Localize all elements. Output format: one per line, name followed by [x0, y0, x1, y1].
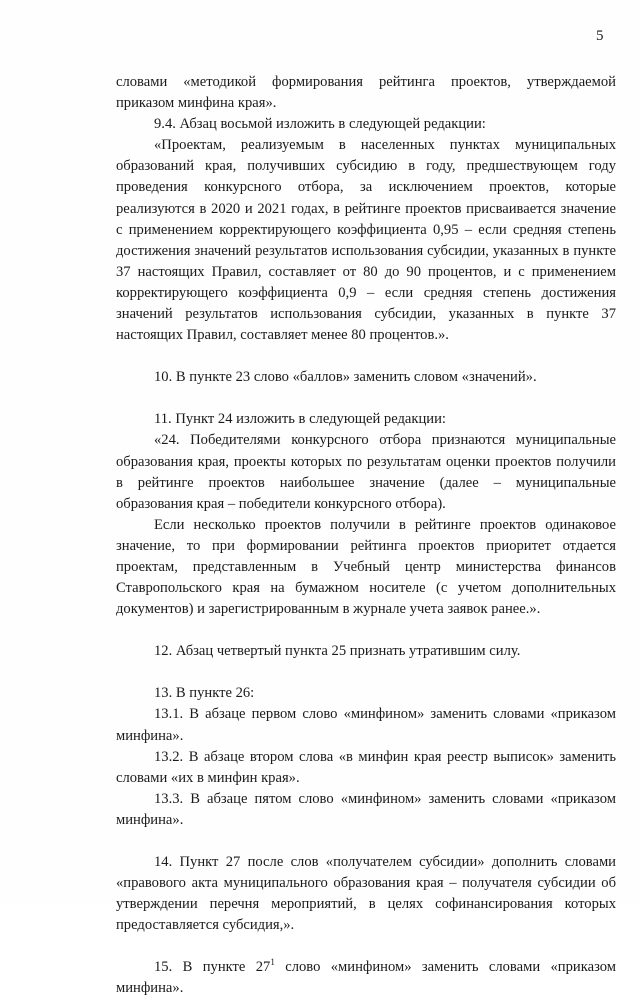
superscript: 1 — [270, 957, 275, 968]
text-span: слово «минфином» заменить словами «приказом минфина». — [116, 959, 617, 997]
paragraph: 14. Пункт 27 после слов «получателем субсидии» дополнить словами «правового акта муниципального образования края – получателя субсидии об утверждении перечня мероприятий, в целях софинансирования которых предоставляется субсидия,». — [116, 854, 616, 934]
paragraph: 13. В пункте 26: — [154, 685, 255, 702]
paragraph: словами «методикой формирования рейтинга проектов, утверждаемой приказом минфина края». — [116, 74, 616, 112]
paragraph: 11. Пункт 24 изложить в следующей редакции: — [154, 411, 446, 428]
paragraph: 10. В пункте 23 слово «баллов» заменить словом «значений». — [154, 369, 537, 386]
paragraph-last — [116, 957, 616, 999]
page-number: 5 — [596, 28, 604, 44]
paragraph: «24. Победителями конкурсного отбора признаются муниципальные образования края, проекты которых по результатам оценки проектов получили в рейтинге проектов наибольшее значение (далее – муниципальные образования края – победители конкурсного отбора). — [116, 432, 616, 512]
paragraph: 13.2. В абзаце втором слова «в минфин края реестр выписок» заменить словами «их в минфин края». — [116, 748, 616, 786]
paragraph: 13.3. В абзаце пятом слово «минфином» заменить словами «приказом минфина». — [116, 790, 616, 828]
paragraph: Если несколько проектов получили в рейтинге проектов одинаковое значение, то при формировании рейтинга проектов приоритет отдается проектам, представленным в Учебный центр министерства финансов Ставропольского края на бумажном носителе (с учетом дополнительных документов) и зарегистрированным в журнале учета заявок ранее.». — [116, 516, 616, 618]
paragraph: 13.1. В абзаце первом слово «минфином» заменить словами «приказом минфина». — [116, 706, 616, 744]
paragraph: 12. Абзац четвертый пункта 25 признать утратившим силу. — [154, 643, 521, 660]
paragraph: «Проектам, реализуемым в населенных пунктах муниципальных образований края, получивших субсидию в году, предшествующем году проведения конкурсного отбора, за исключением проектов, которые реализуются в 2020 и 2021 годах, в рейтинге проектов присваивается значение с применением корректирующего коэффициента 0,95 – если средняя степень достижения значений результатов использования субсидии, указанных в пункте 37 настоящих Правил, составляет от 80 до 90 процентов, и с применением корректирующего коэффициента 0,9 – если средняя степень достижения значений результатов использования субсидии, указанных в пункте 37 настоящих Правил, составляет менее 80 процентов.». — [116, 137, 616, 344]
text-span: 15. В пункте 27 — [154, 959, 271, 976]
paragraph: 9.4. Абзац восьмой изложить в следующей редакции: — [154, 116, 486, 133]
document-body — [116, 72, 616, 1000]
